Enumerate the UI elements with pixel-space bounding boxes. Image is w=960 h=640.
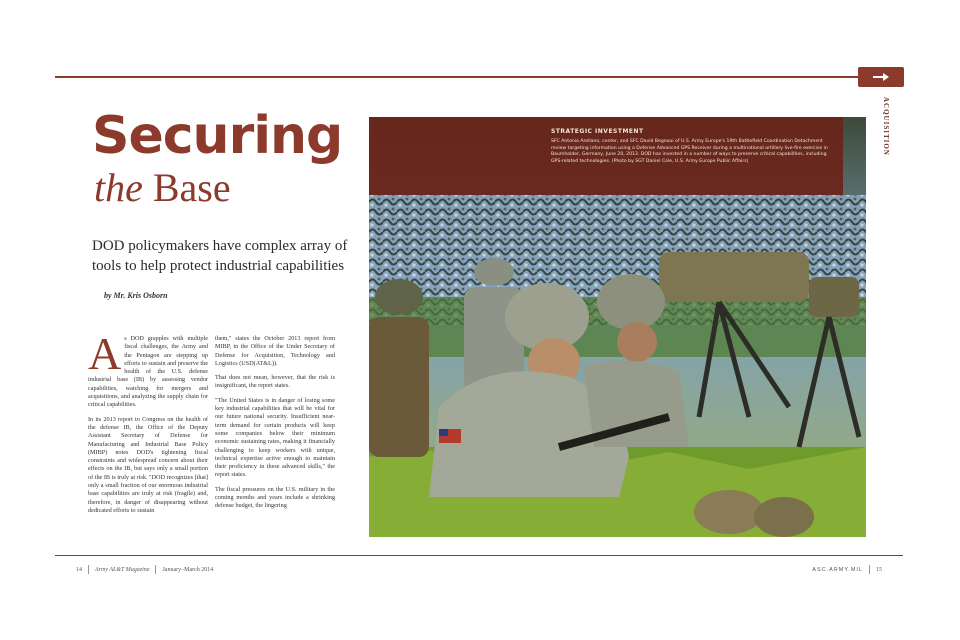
text-column-1 — [88, 328, 208, 521]
caption-text: SFC Antonio Arellano, center, and SFC David Begnoui of U.S. Army Europe's 19th Battlefield Coordination Detachment review targeting information using a Defense Advanced GPS Receiver during a multinational artillery live-fire exercise in Baumholder, Germany, June 20, 2013. DOD has invested in a number of ways to preserve critical capabilities, including GPS-related technologies. (Photo by SGT Daniel Cole, U.S. Army Europe Public Affairs) — [551, 139, 828, 164]
caption-heading: STRATEGIC INVESTMENT — [551, 128, 644, 135]
left-page-number: 14 — [76, 566, 82, 573]
title-the: the — [94, 165, 143, 210]
right-page-number: 15 — [876, 566, 882, 573]
byline: by Mr. Kris Osborn — [104, 291, 168, 300]
arrow-right-icon — [872, 72, 890, 82]
next-page-tab[interactable] — [858, 67, 904, 87]
article-photo — [369, 117, 866, 537]
paragraph: s DOD grapples with multiple fiscal challenges, the Army and the Pentagon are stepping up efforts to sustain and preserve the health of the U.S. defense industrial base (IB) by assessing vendor capabilities, watching for mergers and acquisitions, and analyzing the supply chain for critical capabilities. — [88, 335, 208, 409]
drop-cap: A — [88, 328, 122, 379]
footer-separator — [155, 565, 156, 574]
article-title-line2 — [94, 165, 231, 210]
footer-left — [76, 565, 213, 574]
text-column-2 — [215, 335, 335, 517]
article-title-line1: Securing — [92, 106, 343, 166]
paragraph: That does not mean, however, that the risk is insignificant, the report states. — [215, 374, 335, 390]
paragraph: In its 2013 report to Congress on the health of the defense IB, the Office of the Deputy Assistant Secretary of Defense for Manufacturing and Industrial Base Policy (MIBP) notes DOD's tightening fiscal constraints and widespread concern about their effects on the IB, but says only a small portion of the IB is truly at risk. "DOD recognizes [that] only a small fraction of our enormous industrial base capabilities are truly at risk (fragile) and, therefore, in danger of disappearing without dedicated efforts to sustain — [88, 415, 208, 514]
title-base: Base — [142, 165, 231, 210]
article-subtitle: DOD policymakers have complex array of tools to help protect industrial capabilities — [92, 238, 348, 274]
footer-right — [812, 565, 882, 574]
footer-separator — [88, 565, 89, 574]
paragraph: The fiscal pressures on the U.S. military in the coming months and years include a shrinking defense budget, the lingering — [215, 485, 335, 510]
top-rule — [55, 76, 858, 78]
publication-name: Army AL&T Magazine — [95, 566, 150, 573]
issue-date: January–March 2014 — [162, 566, 214, 573]
footer-separator — [869, 565, 870, 574]
bottom-rule — [55, 555, 903, 556]
section-label: ACQUISITION — [882, 97, 890, 156]
paragraph: "The United States is in danger of losing some key industrial capabilities that will be vital for our future national security. Insufficient near-term demand for certain products will keep some companies below their minimum economic sustaining rates, making it financially challenging to keep workers with unique, technical expertise active enough to maintain their proficiency in these advanced skills," the report states. — [215, 396, 335, 479]
site-url[interactable]: ASC.ARMY.MIL — [812, 566, 863, 573]
photo-caption — [369, 117, 843, 195]
paragraph: them," states the October 2013 report from MIBP, in the Office of the Under Secretary of Defense for Acquisition, Technology and Logistics (USD(AT&L)). — [215, 335, 335, 367]
